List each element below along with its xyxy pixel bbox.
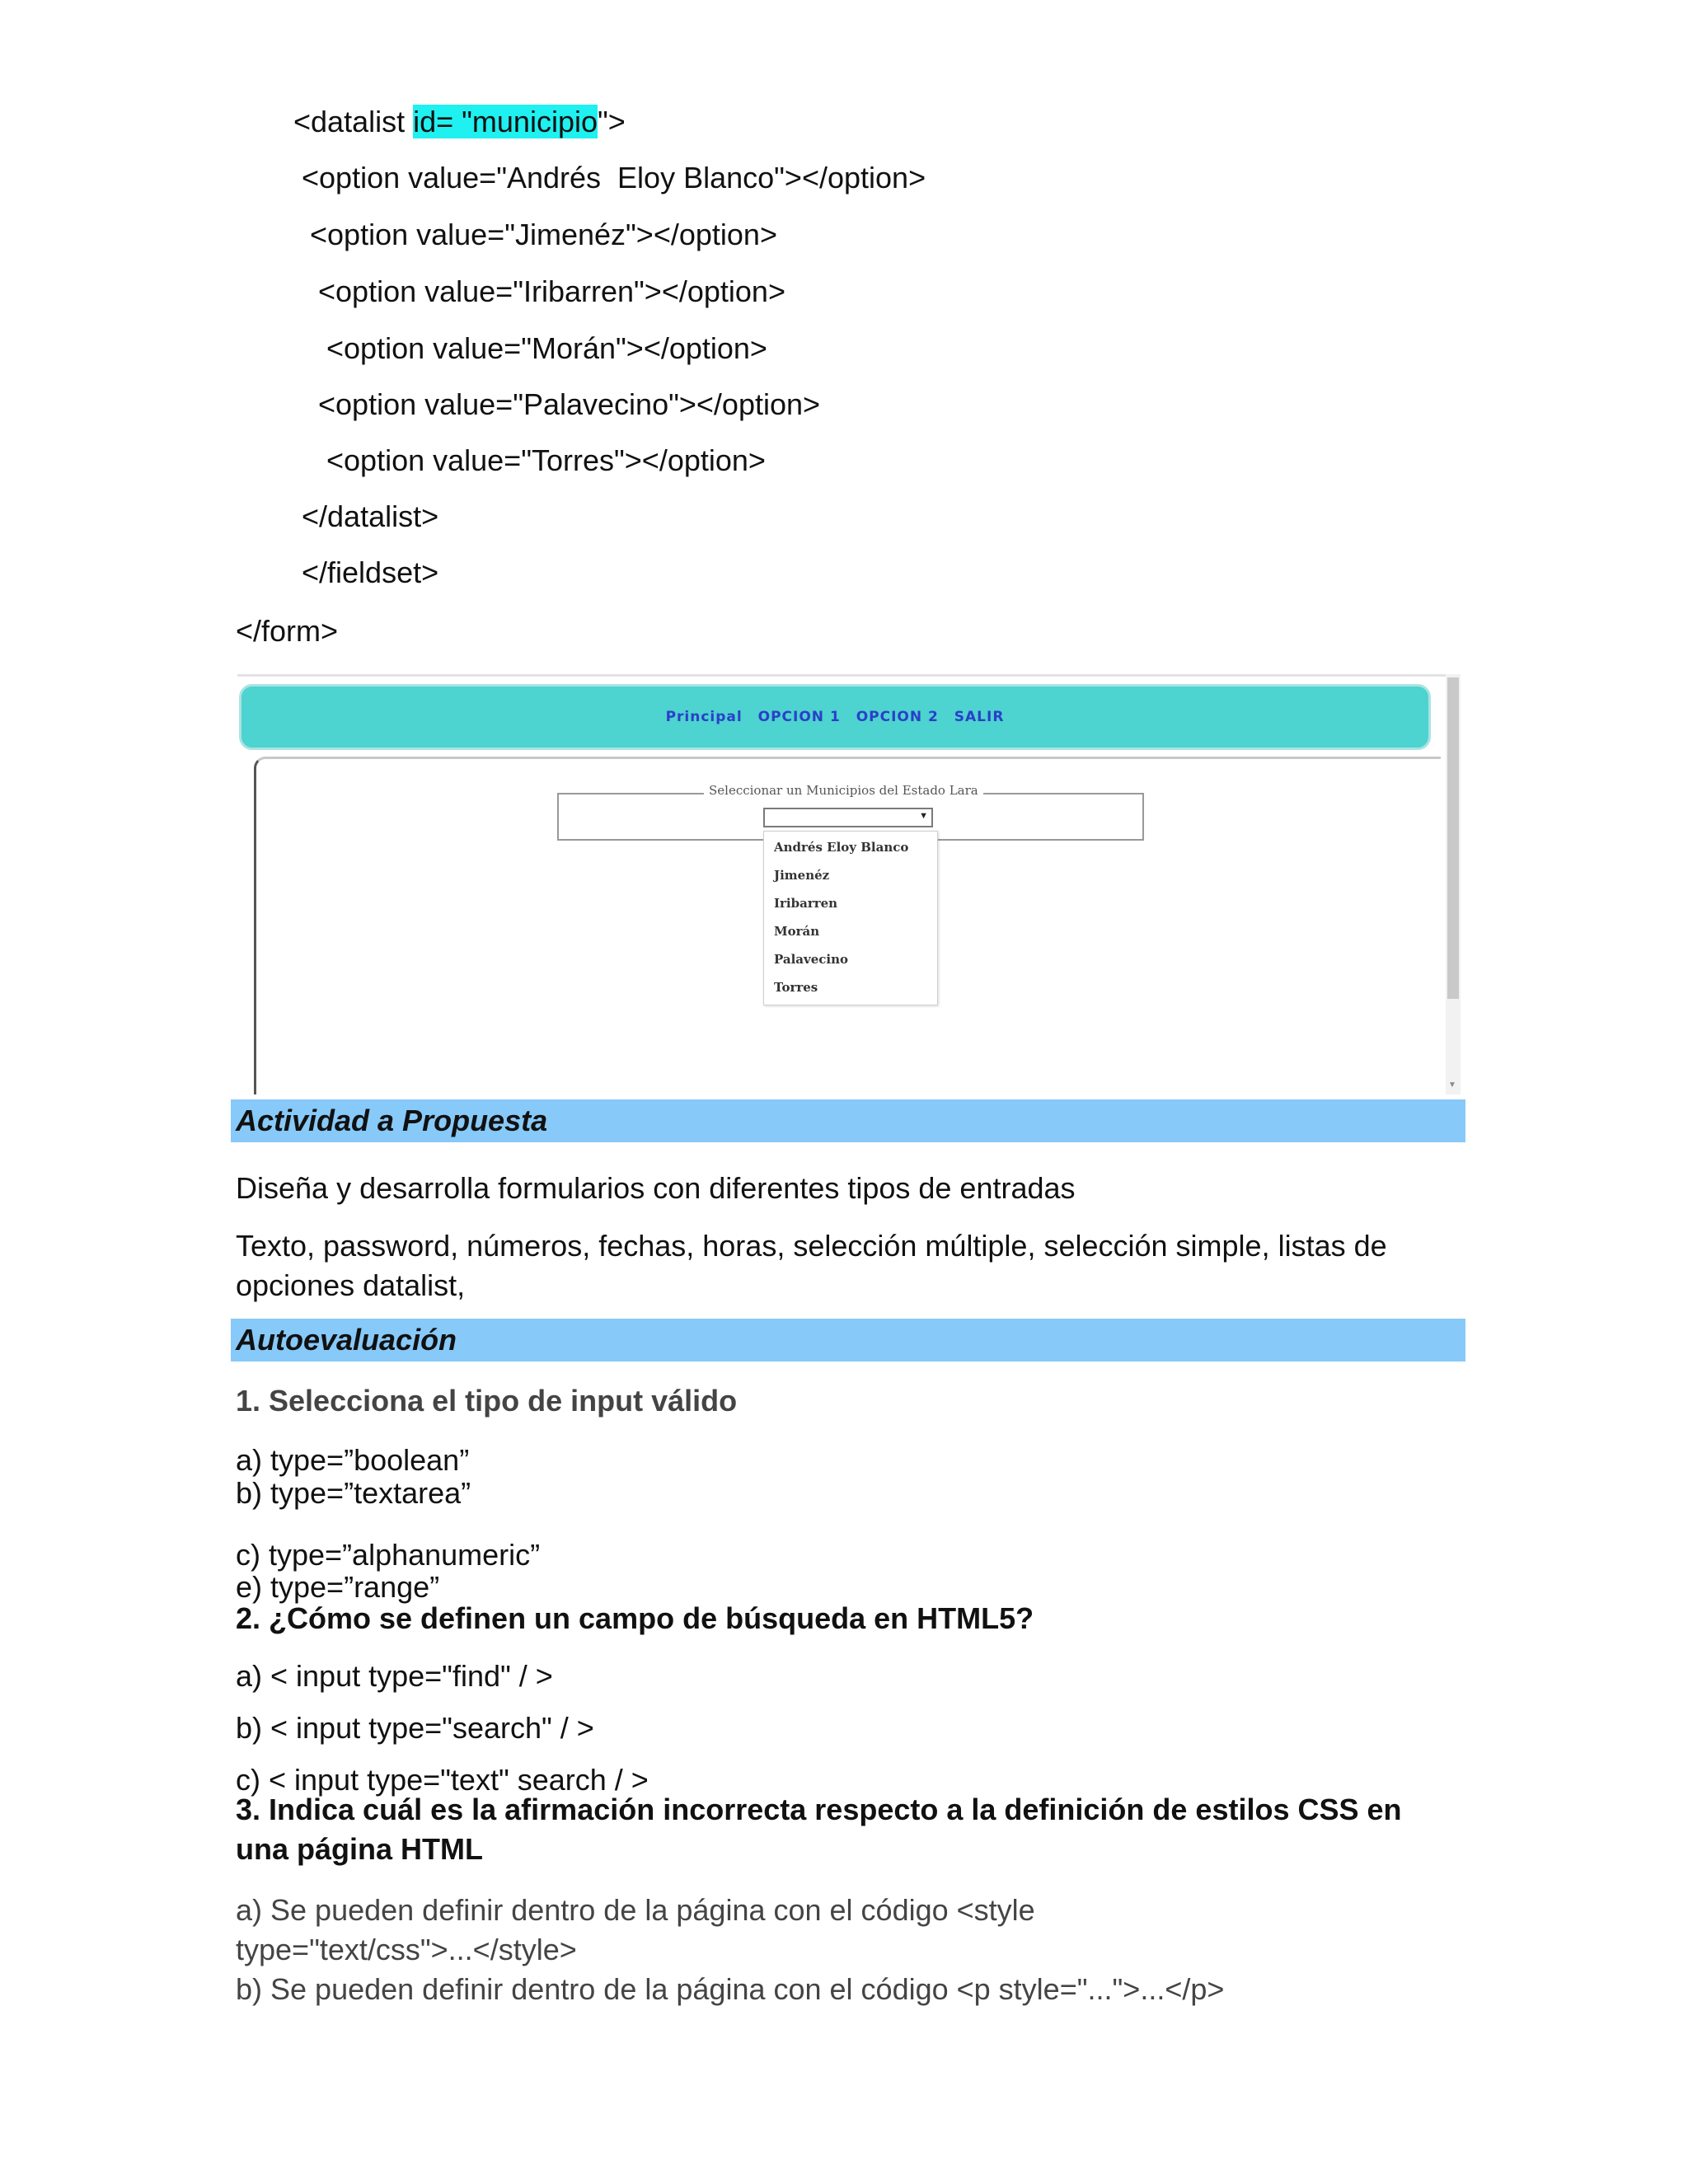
- code-line-option: <option value="Morán"></option>: [326, 331, 767, 365]
- question-1-answer-e: e) type=”range”: [236, 1570, 440, 1604]
- code-line-option: <option value="Jimenéz"></option>: [310, 218, 777, 251]
- screenshot-nav-bar: [239, 684, 1431, 750]
- dropdown-option[interactable]: Morán: [774, 924, 820, 939]
- question-3-answer-b: b) Se pueden definir dentro de la página con el código <p style="...">...</p>: [236, 1972, 1225, 2006]
- code-line-datalist-open: [293, 104, 626, 140]
- actividad-paragraph-2-line-2: opciones datalist,: [236, 1268, 466, 1302]
- chevron-down-icon[interactable]: ▼: [919, 811, 928, 821]
- scrollbar-thumb[interactable]: [1447, 677, 1459, 999]
- code-highlight: id= "municipio: [413, 105, 598, 138]
- dropdown-option[interactable]: Jimenéz: [774, 868, 830, 883]
- dropdown-option[interactable]: Andrés Eloy Blanco: [774, 840, 909, 855]
- nav-item-principal[interactable]: Principal: [665, 709, 743, 725]
- screenshot-fieldset-legend: Seleccionar un Municipios del Estado Lara: [704, 783, 983, 798]
- nav-item-salir[interactable]: SALIR: [954, 709, 1005, 725]
- question-1: 1. Selecciona el tipo de input válido: [236, 1384, 738, 1418]
- dropdown-option[interactable]: Palavecino: [774, 952, 849, 967]
- question-1-answer-a: a) type=”boolean”: [236, 1443, 470, 1477]
- code-line-option: <option value="Torres"></option>: [326, 443, 766, 477]
- nav-item-opcion-2[interactable]: OPCION 2: [856, 709, 939, 725]
- question-2-answer-a: a) < input type="find" / >: [236, 1659, 553, 1693]
- question-1-answer-b: b) type=”textarea”: [236, 1476, 471, 1510]
- code-line-fieldset-close: </fieldset>: [302, 555, 439, 589]
- embedded-screenshot: [237, 674, 1465, 1094]
- dropdown-option[interactable]: Torres: [774, 980, 818, 995]
- code-line-option: <option value="Iribarren"></option>: [318, 274, 785, 308]
- section-bar-actividad: Actividad a Propuesta: [231, 1099, 1465, 1142]
- code-text: ">: [598, 105, 626, 138]
- nav-item-opcion-1[interactable]: OPCION 1: [757, 709, 841, 725]
- question-3-answer-a-line-1: a) Se pueden definir dentro de la página con el código <style: [236, 1893, 1035, 1927]
- section-bar-autoevaluacion: Autoevaluación: [231, 1319, 1465, 1361]
- code-line-form-close: </form>: [236, 614, 339, 648]
- code-line-option: <option value="Andrés Eloy Blanco"></option>: [302, 161, 926, 194]
- code-line-option: <option value="Palavecino"></option>: [318, 387, 821, 421]
- question-2-answer-c: c) < input type="text" search / >: [236, 1763, 649, 1797]
- actividad-paragraph-2-line-1: Texto, password, números, fechas, horas, selección múltiple, selección simple, listas de: [236, 1229, 1387, 1263]
- code-text: <datalist: [293, 105, 414, 138]
- question-1-answer-c: c) type=”alphanumeric”: [236, 1538, 541, 1572]
- question-3-line-1: 3. Indica cuál es la afirmación incorrecta respecto a la definición de estilos CSS en: [236, 1793, 1402, 1826]
- question-2-answer-b: b) < input type="search" / >: [236, 1711, 594, 1745]
- screenshot-scrollbar[interactable]: [1446, 674, 1461, 1094]
- question-3-answer-a-line-2: type="text/css">...</style>: [236, 1933, 577, 1966]
- question-3-line-2: una página HTML: [236, 1832, 483, 1866]
- screenshot-top-border: [237, 674, 1449, 677]
- dropdown-option[interactable]: Iribarren: [774, 896, 838, 911]
- actividad-paragraph-1: Diseña y desarrolla formularios con diferentes tipos de entradas: [236, 1171, 1076, 1205]
- code-line-datalist-close: </datalist>: [302, 499, 439, 533]
- municipio-dropdown-list: [763, 831, 938, 1005]
- scroll-down-arrow-icon[interactable]: ▼: [1448, 1080, 1456, 1090]
- municipio-select[interactable]: [763, 808, 933, 827]
- question-2: 2. ¿Cómo se definen un campo de búsqueda en HTML5?: [236, 1601, 1034, 1635]
